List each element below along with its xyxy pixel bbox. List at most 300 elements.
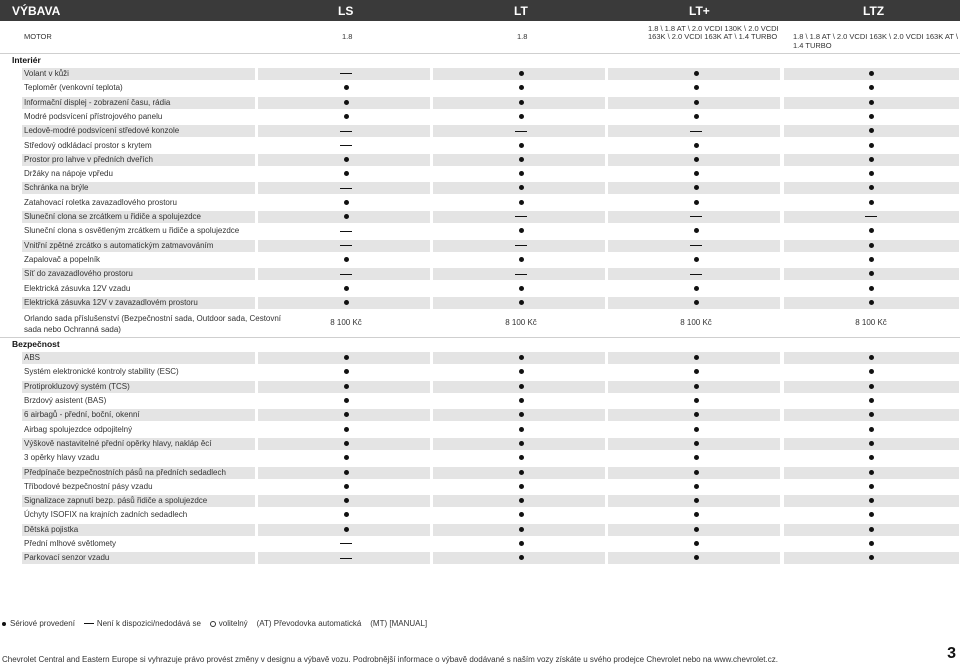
filled-dot-icon bbox=[344, 441, 349, 446]
row-value-dot bbox=[851, 525, 891, 534]
row-value-dot bbox=[851, 496, 891, 505]
row-value-dot bbox=[851, 410, 891, 419]
row-label: Středový odkládací prostor s krytem bbox=[24, 140, 152, 150]
table-row bbox=[0, 167, 960, 181]
row-value-dot bbox=[501, 83, 541, 92]
table-row bbox=[0, 239, 960, 253]
row-value-dot bbox=[501, 439, 541, 448]
header-col-ltz: LTZ bbox=[863, 4, 885, 18]
row-value-dot bbox=[501, 98, 541, 107]
filled-dot-icon bbox=[344, 100, 349, 105]
row-value-dot bbox=[501, 112, 541, 121]
row-value-dot bbox=[851, 425, 891, 434]
dash-icon bbox=[690, 274, 702, 275]
row-value-dot bbox=[326, 496, 366, 505]
row-label: Ledově-modré podsvícení středové konzole bbox=[24, 126, 180, 136]
dash-icon bbox=[690, 131, 702, 132]
row-value-dot bbox=[326, 396, 366, 405]
row-value-dash bbox=[326, 539, 366, 548]
row-value-dot bbox=[501, 284, 541, 293]
filled-dot-icon bbox=[344, 398, 349, 403]
filled-dot-icon bbox=[519, 228, 524, 233]
filled-dot-icon bbox=[694, 484, 699, 489]
footer-disclaimer: Chevrolet Central and Eastern Europe si vyhrazuje právo provést změny v designu a výbavě vozu. Podrobnější informace o výbavě dodávané s naším vozy získáte u svého prodejce Chevrolet nebo na www.chevrolet.cz. bbox=[2, 655, 778, 664]
row-label: Výškově nastavitelné přední opěrky hlavy, nakláp ěcí bbox=[24, 438, 212, 448]
row-value-dot bbox=[851, 539, 891, 548]
motor-ltz: 1.8 \ 1.8 AT \ 2.0 VCDI 163K \ 2.0 VCDI 163K AT \ 1.4 TURBO bbox=[793, 32, 958, 50]
row-value-dot bbox=[326, 510, 366, 519]
filled-dot-icon bbox=[519, 257, 524, 262]
filled-dot-icon bbox=[869, 527, 874, 532]
row-value-dot bbox=[326, 382, 366, 391]
row-value-dot bbox=[851, 183, 891, 192]
row-value-dot bbox=[501, 183, 541, 192]
row-value-dot bbox=[851, 141, 891, 150]
row-value-dot bbox=[501, 298, 541, 307]
row-value-dot bbox=[501, 226, 541, 235]
filled-dot-icon bbox=[519, 100, 524, 105]
row-value-dot bbox=[851, 126, 891, 135]
row-value-dot bbox=[676, 69, 716, 78]
filled-dot-icon bbox=[694, 412, 699, 417]
filled-dot-icon bbox=[869, 128, 874, 133]
row-value-dot bbox=[501, 353, 541, 362]
filled-dot-icon bbox=[869, 243, 874, 248]
row-value-dot bbox=[326, 98, 366, 107]
row-value-dot bbox=[676, 155, 716, 164]
legend-mt: (MT) [MANUAL] bbox=[370, 619, 428, 628]
row-value-dot bbox=[676, 98, 716, 107]
filled-dot-icon bbox=[519, 200, 524, 205]
table-row bbox=[0, 296, 960, 310]
section-title: Interiér bbox=[12, 55, 41, 65]
row-value-dot bbox=[676, 226, 716, 235]
filled-dot-icon bbox=[519, 157, 524, 162]
filled-dot-icon bbox=[869, 185, 874, 190]
row-price: 8 100 Kč bbox=[505, 318, 537, 328]
dash-icon bbox=[515, 131, 527, 132]
row-value-dot bbox=[676, 396, 716, 405]
filled-dot-icon bbox=[2, 622, 6, 626]
row-value-dot bbox=[326, 439, 366, 448]
row-value-dash bbox=[676, 212, 716, 221]
row-value-dot bbox=[326, 255, 366, 264]
table-row bbox=[0, 67, 960, 81]
row-label: Dětská pojistka bbox=[24, 524, 79, 534]
row-value-dot bbox=[501, 367, 541, 376]
filled-dot-icon bbox=[869, 271, 874, 276]
row-value-dot bbox=[676, 141, 716, 150]
filled-dot-icon bbox=[694, 71, 699, 76]
filled-dot-icon bbox=[694, 257, 699, 262]
table-row bbox=[0, 110, 960, 124]
table-row bbox=[0, 523, 960, 537]
row-value-dot bbox=[326, 482, 366, 491]
row-value-dot bbox=[676, 382, 716, 391]
filled-dot-icon bbox=[694, 228, 699, 233]
filled-dot-icon bbox=[869, 398, 874, 403]
row-value-dot bbox=[676, 510, 716, 519]
filled-dot-icon bbox=[694, 470, 699, 475]
row-value-dot bbox=[851, 226, 891, 235]
filled-dot-icon bbox=[519, 427, 524, 432]
row-value-dot bbox=[326, 112, 366, 121]
table-row bbox=[0, 282, 960, 296]
row-value-dot bbox=[851, 353, 891, 362]
filled-dot-icon bbox=[869, 143, 874, 148]
row-value-dash bbox=[501, 126, 541, 135]
table-row bbox=[0, 551, 960, 565]
filled-dot-icon bbox=[344, 355, 349, 360]
filled-dot-icon bbox=[869, 100, 874, 105]
filled-dot-icon bbox=[344, 157, 349, 162]
legend-optional: volitelný bbox=[218, 619, 248, 628]
table-row bbox=[0, 210, 960, 224]
row-value-dot bbox=[501, 510, 541, 519]
row-label: Síť do zavazadlového prostoru bbox=[24, 269, 133, 279]
table-header bbox=[0, 0, 960, 21]
row-value-dot bbox=[501, 69, 541, 78]
row-value-dot bbox=[326, 367, 366, 376]
filled-dot-icon bbox=[519, 555, 524, 560]
row-label: Teploměr (venkovní teplota) bbox=[24, 83, 123, 93]
table-row bbox=[0, 380, 960, 394]
dash-icon bbox=[515, 245, 527, 246]
filled-dot-icon bbox=[344, 114, 349, 119]
row-value-dot bbox=[851, 553, 891, 562]
motor-ltplus-line1: 1.8 \ 1.8 AT \ 2.0 VCDI 130K \ 2.0 VCDI bbox=[648, 24, 779, 33]
table-row bbox=[0, 437, 960, 451]
filled-dot-icon bbox=[694, 369, 699, 374]
row-value-dot bbox=[851, 453, 891, 462]
filled-dot-icon bbox=[519, 171, 524, 176]
row-value-dot bbox=[851, 510, 891, 519]
filled-dot-icon bbox=[519, 369, 524, 374]
dash-icon bbox=[690, 216, 702, 217]
filled-dot-icon bbox=[344, 427, 349, 432]
filled-dot-icon bbox=[869, 228, 874, 233]
row-value-dot bbox=[501, 255, 541, 264]
row-value-dot bbox=[501, 468, 541, 477]
row-value-dot bbox=[851, 482, 891, 491]
row-value-dot bbox=[326, 83, 366, 92]
filled-dot-icon bbox=[519, 71, 524, 76]
row-value-dot bbox=[501, 539, 541, 548]
filled-dot-icon bbox=[344, 512, 349, 517]
row-label: Elektrická zásuvka 12V vzadu bbox=[24, 283, 131, 293]
row-label: Parkovací senzor vzadu bbox=[24, 553, 110, 563]
filled-dot-icon bbox=[869, 427, 874, 432]
filled-dot-icon bbox=[519, 398, 524, 403]
filled-dot-icon bbox=[519, 143, 524, 148]
filled-dot-icon bbox=[519, 441, 524, 446]
row-value-dot bbox=[851, 198, 891, 207]
filled-dot-icon bbox=[869, 257, 874, 262]
filled-dot-icon bbox=[519, 286, 524, 291]
row-value-dot bbox=[326, 453, 366, 462]
row-value-dot bbox=[851, 83, 891, 92]
row-label: Volant v kůži bbox=[24, 69, 69, 78]
filled-dot-icon bbox=[694, 100, 699, 105]
dash-icon bbox=[340, 558, 352, 559]
row-value-dot bbox=[676, 284, 716, 293]
dash-icon bbox=[515, 274, 527, 275]
filled-dot-icon bbox=[519, 185, 524, 190]
motor-row bbox=[0, 22, 960, 50]
filled-dot-icon bbox=[519, 114, 524, 119]
filled-dot-icon bbox=[694, 157, 699, 162]
filled-dot-icon bbox=[519, 527, 524, 532]
row-label: Zapalovač a popelník bbox=[24, 254, 101, 264]
filled-dot-icon bbox=[694, 555, 699, 560]
row-value-dash bbox=[326, 553, 366, 562]
dash-icon bbox=[340, 543, 352, 544]
row-value-dot bbox=[851, 112, 891, 121]
row-value-dot bbox=[326, 410, 366, 419]
row-value-dot bbox=[676, 496, 716, 505]
row-label: Předpínače bezpečnostních pásů na předních sedadlech bbox=[24, 467, 226, 477]
filled-dot-icon bbox=[344, 384, 349, 389]
table-row bbox=[0, 224, 960, 238]
filled-dot-icon bbox=[869, 498, 874, 503]
row-value-dot bbox=[851, 98, 891, 107]
filled-dot-icon bbox=[869, 541, 874, 546]
section-title: Bezpečnost bbox=[12, 339, 60, 350]
row-value-dot bbox=[851, 439, 891, 448]
dash-icon bbox=[340, 188, 352, 189]
row-price: 8 100 Kč bbox=[855, 318, 887, 328]
filled-dot-icon bbox=[869, 114, 874, 119]
filled-dot-icon bbox=[694, 286, 699, 291]
header-col-lt: LT bbox=[514, 4, 528, 18]
filled-dot-icon bbox=[344, 484, 349, 489]
filled-dot-icon bbox=[694, 114, 699, 119]
row-label: Úchyty ISOFIX na krajních zadních sedadlech bbox=[24, 510, 188, 520]
filled-dot-icon bbox=[694, 143, 699, 148]
row-value-dot bbox=[501, 525, 541, 534]
row-value-dot bbox=[676, 112, 716, 121]
row-label: Prostor pro lahve v předních dveřích bbox=[24, 154, 153, 164]
row-value-dash bbox=[326, 226, 366, 235]
row-value-dot bbox=[676, 169, 716, 178]
row-value-dot bbox=[676, 198, 716, 207]
filled-dot-icon bbox=[694, 441, 699, 446]
row-value-dot bbox=[326, 169, 366, 178]
header-col-vybava: VÝBAVA bbox=[12, 4, 61, 18]
dash-icon bbox=[84, 623, 94, 624]
row-value-dot bbox=[501, 382, 541, 391]
table-row bbox=[0, 394, 960, 408]
table-row bbox=[0, 365, 960, 379]
row-value-dot bbox=[676, 410, 716, 419]
legend-at: (AT) Převodovka automatická bbox=[256, 619, 362, 628]
table-row bbox=[0, 196, 960, 210]
table-row bbox=[0, 181, 960, 195]
row-label: Signalizace zapnutí bezp. pásů řidiče a spolujezdce bbox=[24, 496, 208, 506]
row-value-dot bbox=[501, 425, 541, 434]
row-label: 3 opěrky hlavy vzadu bbox=[24, 453, 100, 463]
row-value-dot bbox=[851, 382, 891, 391]
header-col-ls: LS bbox=[338, 4, 354, 18]
table-row bbox=[0, 81, 960, 95]
row-value-dot bbox=[851, 269, 891, 278]
row-value-dot bbox=[326, 425, 366, 434]
filled-dot-icon bbox=[694, 200, 699, 205]
legend bbox=[2, 619, 427, 628]
filled-dot-icon bbox=[344, 300, 349, 305]
row-value-dash bbox=[501, 212, 541, 221]
row-value-dot bbox=[676, 482, 716, 491]
legend-standard: Sériové provedení bbox=[10, 619, 75, 628]
filled-dot-icon bbox=[869, 470, 874, 475]
row-label: ABS bbox=[24, 353, 41, 363]
row-value-dot bbox=[501, 453, 541, 462]
row-label: Brzdový asistent (BAS) bbox=[24, 396, 107, 405]
row-value-dot bbox=[326, 298, 366, 307]
row-value-dot bbox=[676, 367, 716, 376]
row-label: Elektrická zásuvka 12V v zavazadlovém prostoru bbox=[24, 297, 198, 307]
row-value-dash bbox=[501, 269, 541, 278]
dash-icon bbox=[340, 245, 352, 246]
filled-dot-icon bbox=[519, 512, 524, 517]
filled-dot-icon bbox=[519, 300, 524, 305]
row-value-dot bbox=[676, 255, 716, 264]
filled-dot-icon bbox=[694, 541, 699, 546]
row-value-dot bbox=[326, 353, 366, 362]
table-row bbox=[0, 267, 960, 281]
row-value-dot bbox=[326, 284, 366, 293]
filled-dot-icon bbox=[519, 484, 524, 489]
row-value-dot bbox=[501, 169, 541, 178]
filled-dot-icon bbox=[869, 512, 874, 517]
row-value-dot bbox=[501, 198, 541, 207]
filled-dot-icon bbox=[344, 171, 349, 176]
row-label: Modré podsvícení přístrojového panelu bbox=[24, 111, 163, 121]
filled-dot-icon bbox=[869, 71, 874, 76]
filled-dot-icon bbox=[694, 185, 699, 190]
row-label: Systém elektronické kontroly stability (ESC) bbox=[24, 367, 179, 377]
row-value-dot bbox=[676, 439, 716, 448]
row-value-dot bbox=[676, 183, 716, 192]
page-number: 3 bbox=[947, 645, 956, 662]
row-price: 8 100 Kč bbox=[680, 318, 712, 328]
filled-dot-icon bbox=[869, 455, 874, 460]
row-value-dot bbox=[851, 468, 891, 477]
table-row bbox=[0, 96, 960, 110]
filled-dot-icon bbox=[519, 384, 524, 389]
section-divider bbox=[0, 53, 960, 54]
row-label: 6 airbagů - přední, boční, okenní bbox=[24, 410, 140, 420]
row-value-dash bbox=[326, 241, 366, 250]
row-value-dash bbox=[326, 141, 366, 150]
filled-dot-icon bbox=[694, 455, 699, 460]
filled-dot-icon bbox=[519, 355, 524, 360]
row-label: Tříbodové bezpečnostní pásy vzadu bbox=[24, 481, 153, 491]
row-value-dash bbox=[501, 241, 541, 250]
row-value-dot bbox=[676, 453, 716, 462]
dash-icon bbox=[690, 245, 702, 246]
row-value-dot bbox=[851, 396, 891, 405]
filled-dot-icon bbox=[344, 200, 349, 205]
row-value-dot bbox=[851, 298, 891, 307]
table-row bbox=[0, 153, 960, 167]
filled-dot-icon bbox=[869, 85, 874, 90]
row-value-dot bbox=[676, 539, 716, 548]
row-label: Vnitřní zpětné zrcátko s automatickým zatmavováním bbox=[24, 240, 214, 250]
row-price: 8 100 Kč bbox=[330, 318, 362, 328]
filled-dot-icon bbox=[869, 384, 874, 389]
filled-dot-icon bbox=[869, 355, 874, 360]
row-value-dot bbox=[501, 155, 541, 164]
filled-dot-icon bbox=[869, 369, 874, 374]
filled-dot-icon bbox=[519, 498, 524, 503]
filled-dot-icon bbox=[344, 412, 349, 417]
row-value-dot bbox=[326, 212, 366, 221]
row-label: Sluneční clona se zrcátkem u řidiče a spolujezdce bbox=[24, 212, 201, 221]
row-value-dot bbox=[676, 298, 716, 307]
row-value-dash bbox=[326, 126, 366, 135]
header-col-ltplus: LT+ bbox=[689, 4, 710, 18]
legend-na: Není k dispozici/nedodává se bbox=[96, 619, 201, 628]
dash-icon bbox=[865, 216, 877, 217]
motor-label: MOTOR bbox=[24, 32, 52, 41]
row-value-dot bbox=[501, 553, 541, 562]
row-value-dot bbox=[676, 525, 716, 534]
row-value-dot bbox=[676, 353, 716, 362]
filled-dot-icon bbox=[694, 427, 699, 432]
row-label: Zatahovací roletka zavazadlového prostoru bbox=[24, 197, 177, 207]
filled-dot-icon bbox=[869, 555, 874, 560]
dash-icon bbox=[340, 131, 352, 132]
row-label: Držáky na nápoje vpředu bbox=[24, 169, 113, 179]
filled-dot-icon bbox=[519, 412, 524, 417]
hollow-circle-icon bbox=[210, 621, 216, 627]
table-row bbox=[0, 494, 960, 508]
table-row bbox=[0, 466, 960, 480]
filled-dot-icon bbox=[519, 541, 524, 546]
motor-ls: 1.8 bbox=[342, 32, 353, 41]
row-value-dash bbox=[851, 212, 891, 221]
filled-dot-icon bbox=[344, 455, 349, 460]
row-value-dot bbox=[501, 410, 541, 419]
filled-dot-icon bbox=[519, 470, 524, 475]
row-value-dot bbox=[676, 553, 716, 562]
filled-dot-icon bbox=[694, 527, 699, 532]
row-value-dash bbox=[676, 269, 716, 278]
row-value-dash bbox=[326, 183, 366, 192]
dash-icon bbox=[340, 231, 352, 232]
filled-dot-icon bbox=[344, 369, 349, 374]
filled-dot-icon bbox=[519, 455, 524, 460]
table-row bbox=[0, 480, 960, 494]
row-label: Informační displej - zobrazení času, rádia bbox=[24, 97, 171, 107]
row-value-dot bbox=[851, 241, 891, 250]
filled-dot-icon bbox=[694, 384, 699, 389]
row-value-dot bbox=[326, 155, 366, 164]
table-row bbox=[0, 423, 960, 437]
section-divider bbox=[0, 337, 960, 338]
row-value-dot bbox=[676, 468, 716, 477]
filled-dot-icon bbox=[869, 412, 874, 417]
dash-icon bbox=[515, 216, 527, 217]
filled-dot-icon bbox=[344, 257, 349, 262]
row-value-dot bbox=[851, 169, 891, 178]
filled-dot-icon bbox=[869, 441, 874, 446]
row-value-dot bbox=[851, 367, 891, 376]
row-value-dot bbox=[851, 284, 891, 293]
filled-dot-icon bbox=[869, 157, 874, 162]
filled-dot-icon bbox=[344, 214, 349, 219]
